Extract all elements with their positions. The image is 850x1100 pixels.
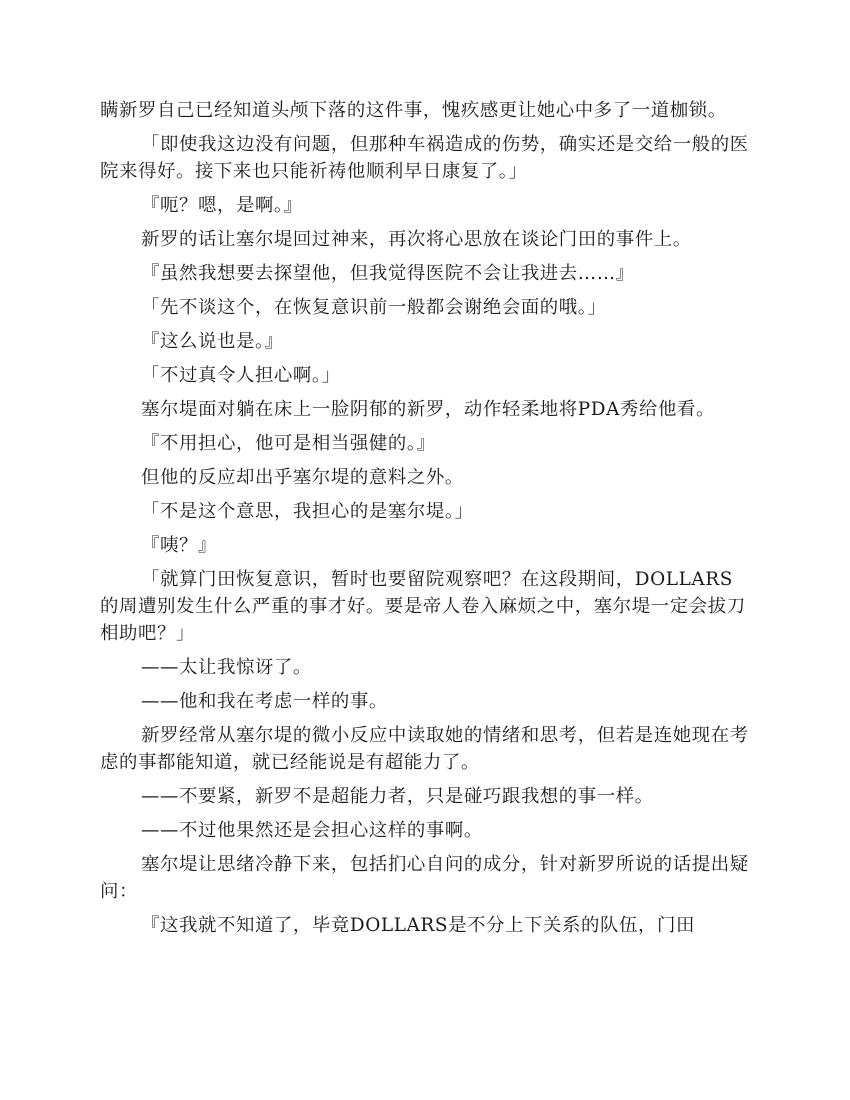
paragraph: 新罗经常从塞尔堤的微小反应中读取她的情绪和思考，但若是连她现在考虑的事都能知道，就已经能说是有超能力了。 bbox=[100, 725, 749, 773]
paragraph: 「即使我这边没有问题，但那种车祸造成的伤势，确实还是交给一般的医院来得好。接下来也只能祈祷他顺利早日康复了。」 bbox=[100, 134, 749, 182]
paragraph: ——他和我在考虑一样的事。 bbox=[141, 691, 388, 712]
paragraph: 『这我就不知道了，毕竟DOLLARS是不分上下关系的队伍，门田 bbox=[141, 915, 695, 936]
document-body bbox=[100, 97, 750, 946]
paragraph: 「就算门田恢复意识，暂时也要留院观察吧？在这段期间，DOLLARS的周遭别发生什么严重的事才好。要是帝人卷入麻烦之中，塞尔堤一定会拔刀相助吧？」 bbox=[100, 569, 746, 644]
paragraph: 『这么说也是。』 bbox=[141, 331, 284, 352]
paragraph: 新罗的话让塞尔堤回过神来，再次将心思放在谈论门田的事件上。 bbox=[141, 229, 692, 250]
paragraph: 『咦？』 bbox=[141, 535, 217, 556]
paragraph: 「不过真令人担心啊。」 bbox=[141, 365, 341, 386]
paragraph: 『虽然我想要去探望他，但我觉得医院不会让我进去……』 bbox=[141, 263, 635, 284]
paragraph: 『呃？嗯，是啊。』 bbox=[141, 195, 303, 216]
paragraph: 但他的反应却出乎塞尔堤的意料之外。 bbox=[141, 467, 464, 488]
paragraph: 『不用担心，他可是相当强健的。』 bbox=[141, 433, 436, 454]
paragraph: 塞尔堤让思绪冷静下来，包括扪心自问的成分，针对新罗所说的话提出疑问： bbox=[100, 854, 749, 902]
paragraph: 塞尔堤面对躺在床上一脸阴郁的新罗，动作轻柔地将PDA秀给他看。 bbox=[141, 399, 715, 420]
paragraph: ——太让我惊讶了。 bbox=[141, 657, 312, 678]
paragraph: 瞒新罗自己已经知道头颅下落的这件事，愧疚感更让她心中多了一道枷锁。 bbox=[100, 100, 727, 121]
paragraph: ——不过他果然还是会担心这样的事啊。 bbox=[141, 820, 483, 841]
paragraph: 「不是这个意思，我担心的是塞尔堤。」 bbox=[141, 501, 474, 522]
paragraph: 「先不谈这个，在恢复意识前一般都会谢绝会面的哦。」 bbox=[141, 297, 607, 318]
paragraph: ——不要紧，新罗不是超能力者，只是碰巧跟我想的事一样。 bbox=[141, 786, 654, 807]
